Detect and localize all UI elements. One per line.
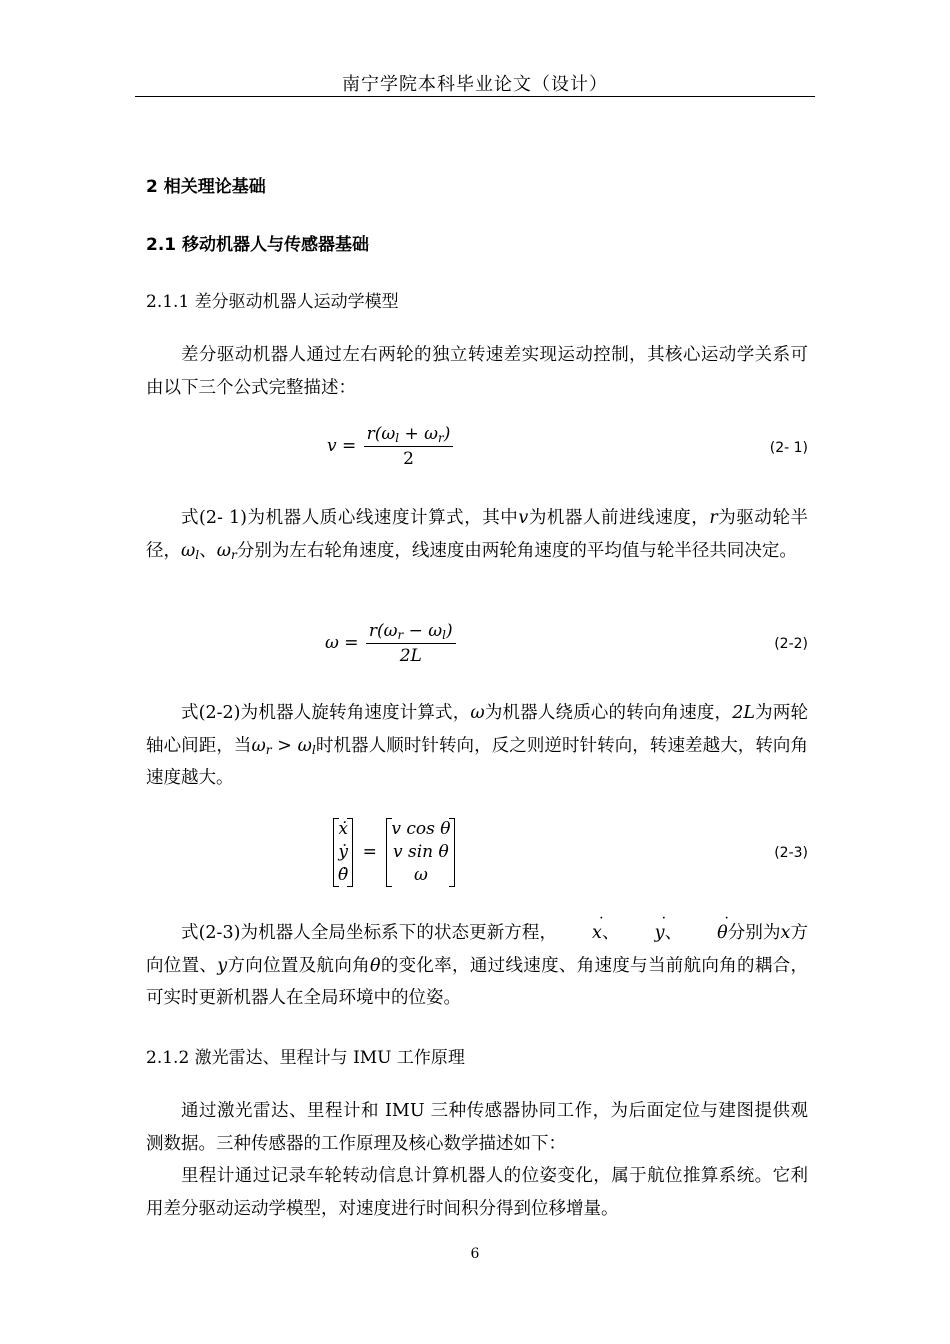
equation-number-2-1: (2- 1) bbox=[769, 440, 808, 456]
equation-2-3: ẋ ẏ θ̇ = v cos θ v sin θ ω bbox=[333, 818, 455, 887]
eq2-fraction: $\frac{r(\omega_r - \omega_l)}{2L}$ bbox=[366, 621, 456, 666]
paragraph-eq2-explanation: 式(2-2)为机器人旋转角速度计算式，ω为机器人绕质心的转向角速度，2L为两轮轴心间距，当$\omega_r > \omega_l$时机器人顺时针转向，反之则逆时针转向，转速差越大，转向角速度越大。 bbox=[146, 703, 809, 788]
eq3-lhs-vector: ẋ ẏ θ̇ bbox=[333, 818, 353, 887]
paragraph-sensors-intro: 通过激光雷达、里程计和 IMU 三种传感器协同工作，为后面定位与建图提供观测数据。三种传感器的工作原理及核心数学描述如下： bbox=[146, 1101, 808, 1154]
page-number: 6 bbox=[470, 1246, 480, 1262]
equation-2-1 bbox=[327, 424, 455, 469]
equation-number-2-3: (2-3) bbox=[774, 845, 808, 861]
eq2-lhs: ω = bbox=[325, 633, 359, 653]
header-rule bbox=[135, 96, 815, 97]
chapter-heading: 2 相关理论基础 bbox=[146, 177, 266, 197]
paragraph-intro: 差分驱动机器人通过左右两轮的独立转速差实现运动控制，其核心运动学关系可由以下三个公式完整描述： bbox=[146, 345, 808, 398]
eq1-fraction: $\frac{r(\omega_l + \omega_r)}{2}$ bbox=[364, 424, 454, 469]
section-heading: 2.1 移动机器人与传感器基础 bbox=[146, 235, 370, 255]
eq1-lhs: v = bbox=[327, 436, 357, 456]
subsection-heading-2-1-1: 2.1.1 差分驱动机器人运动学模型 bbox=[146, 292, 399, 312]
eq3-rhs-vector: v cos θ v sin θ ω bbox=[386, 818, 455, 887]
paragraph-eq3-explanation: 式(2-3)为机器人全局坐标系下的状态更新方程，˙ x、˙ y、˙ θ分别为x方向位置、y方向位置及航向角θ的变化率，通过线速度、角速度与当前航向角的耦合，可实时更新机器人在全局环境中的位姿。 bbox=[146, 917, 808, 1015]
paragraph-odometry: 里程计通过记录车轮转动信息计算机器人的位姿变化，属于航位推算系统。它利用差分驱动运动学模型，对速度进行时间积分得到位移增量。 bbox=[146, 1166, 808, 1219]
paragraph-eq1-explanation: 式(2- 1)为机器人质心线速度计算式，其中v为机器人前进线速度，r为驱动轮半径，$\omega_l$、$\omega_r$分别为左右轮角速度，线速度由两轮角速度的平均值与轮半径共同决定。 bbox=[146, 508, 809, 562]
running-header: 南宁学院本科毕业论文（设计） bbox=[342, 74, 608, 95]
equation-2-2 bbox=[325, 621, 458, 666]
subsection-heading-2-1-2: 2.1.2 激光雷达、里程计与 IMU 工作原理 bbox=[146, 1048, 465, 1068]
equation-number-2-2: (2-2) bbox=[774, 636, 808, 652]
